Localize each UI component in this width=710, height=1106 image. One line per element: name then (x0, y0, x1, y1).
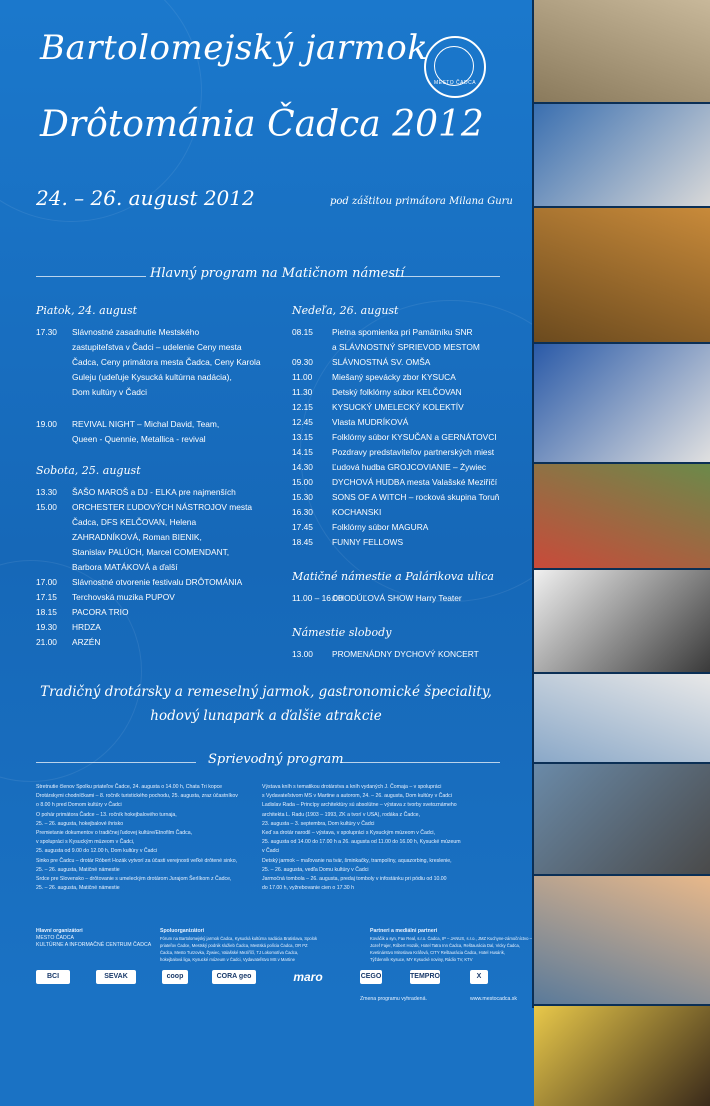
entry-text: Terchovská muzika PUPOV (72, 592, 175, 602)
entry-text: CHODÚĽOVÁ SHOW Harry Teater (332, 593, 462, 603)
town-market-photo (534, 764, 710, 874)
entry-text: Čadca, Ceny primátora mesta Čadca, Ceny Karola (72, 357, 261, 367)
entry-text: Vlasta MUDRÍKOVÁ (332, 417, 409, 427)
wire-art-photo (534, 1006, 710, 1106)
entry-text: Čadca, DFS KELČOVAN, Helena (72, 517, 197, 527)
sponsor-logo: BCI (36, 970, 70, 984)
organizer-name: KULTÚRNE A INFORMAČNÉ CENTRUM ČADCA (36, 942, 152, 948)
side-program-line: s Vydavateľstvom MS v Martine a autorom, 24. – 26. augusta, Dom kultúry v Čadci (262, 793, 452, 800)
entry-text: Folklórny súbor KYSUČAN a GERNÁTOVCI (332, 432, 497, 442)
entry-text: Slávnostné otvorenie festivalu DRÔTOMÁNIA (72, 577, 243, 587)
entry-time: 17.30 (36, 327, 57, 337)
side-program-line: Výstava kníh s tematikou drotárstva a kníh vydaných J. Čomaja – v spolupráci (262, 784, 442, 790)
entry-text: Queen - Quennie, Metallica - revival (72, 434, 206, 444)
partner-line: Týždenník Kysuce, MY Kysucké noviny, Rádio TV, KTV (370, 957, 473, 962)
sponsor-line: hokejbalová liga, Kysucké múzeum v Čadci, Vydavateľstvo MS v Martine (160, 957, 295, 962)
sponsor-logo: maro (293, 970, 323, 984)
ornament-divider (390, 276, 500, 277)
entry-time: 19.30 (36, 622, 57, 632)
entry-text: Stanislav PALÚCH, Marcel COMENDANT, (72, 547, 230, 557)
ferris-wheel-photo (534, 104, 710, 206)
side-program-line: o 8.00 h pred Domom kultúry v Čadci (36, 802, 122, 809)
ornament-divider (36, 276, 146, 277)
entry-time: 21.00 (36, 637, 57, 647)
organizer-name: MESTO ČADCA (36, 935, 74, 941)
day-heading: Nedeľa, 26. august (292, 304, 399, 317)
entry-text: ŠAŠO MAROŠ a DJ - ELKA pre najmenších (72, 487, 236, 497)
side-program-line: 25. – 26. augusta, hokejbalové ihrisko (36, 820, 124, 827)
entry-time: 18.15 (36, 607, 57, 617)
entry-time: 11.00 (292, 372, 313, 382)
sponsor-line: Čadca, Mesto Turzovka, Žywiec, Valašské Meziříčí, TJ Lokomotíva Čadca, (160, 950, 299, 955)
website: www.mestocadca.sk (470, 996, 517, 1002)
sponsor-line: Fórum na Bartolomejský jarmok Čadca, Kysucká kultúrna nadácia Bratislava, Spolok (160, 936, 318, 941)
entry-text: a SLÁVNOSTNÝ SPRIEVOD MESTOM (332, 342, 480, 352)
entry-text: SLÁVNOSTNÁ SV. OMŠA (332, 357, 431, 367)
sponsors-title: Spoluorganizátori (160, 928, 205, 934)
side-program-line: do 17.00 h, vyžrebovanie cien o 17.30 h (262, 885, 354, 892)
side-program-line: 23. augusta – 3. septembra, Dom kultúry v Čadci (262, 820, 375, 827)
day-heading: Námestie slobody (292, 626, 392, 639)
parade-flags-photo (534, 344, 710, 462)
sponsor-logo: coop (162, 970, 188, 984)
entry-time: 13.30 (36, 487, 57, 497)
day-heading: Matičné námestie a Palárikova ulica (292, 570, 494, 583)
side-program-line: 25. – 26. augusta, Matičné námestie (36, 885, 120, 892)
entry-text: zastupiteľstva v Čadci – udelenie Ceny mesta (72, 342, 242, 352)
partner-line: Jozef Fajer, Róbert Hozák, Hotel Tatra Inn Čadca, Reštaurácia Dal, Vicky Čadca, (370, 943, 520, 948)
side-program-heading: Sprievodný program (208, 752, 344, 767)
tagline-line-1: Tradičný drotársky a remeselný jarmok, gastronomické špeciality, (40, 684, 492, 700)
entry-time: 14.15 (292, 447, 313, 457)
entry-text: PACORA TRIO (72, 607, 129, 617)
partner-line: Kováčik a syn, Fax Real, s.r.o. Čadca, IP – JANUS, s.r.o., JMZ Kuchyne-zámočníctvo – (370, 936, 532, 941)
side-program-line: 25. augusta od 9.00 do 12.00 h, Dom kultúry v Čadci (36, 848, 158, 855)
entry-time: 11.30 (292, 387, 313, 397)
entry-text: REVIVAL NIGHT – Michal David, Team, (72, 419, 220, 429)
entry-time: 17.15 (36, 592, 57, 602)
sponsor-line: priateľov Čadce, Mestský podnik služieb Čadca, Mestská polícia Čadca, OR PZ (160, 943, 308, 948)
sponsor-logo: X (470, 970, 488, 984)
entry-time: 09.30 (292, 357, 313, 367)
entry-time: 15.30 (292, 492, 313, 502)
day-heading: Piatok, 24. august (36, 304, 138, 317)
entry-text: Ľudová hudba GROJCOVIANIE – Żywiec (332, 462, 487, 472)
side-program-line: Drotárskymi chodníčkami – 8. ročník turistického pochodu, 25. augusta, zraz účastníkov (36, 793, 238, 800)
side-program-line: Stretnutie členov Spolku priateľov Čadce, 24. augusta o 14.00 h, Chata Tri kopce (36, 784, 223, 790)
entry-text: ZAHRADNÍKOVÁ, Roman BIENIK, (72, 532, 202, 542)
main-program-heading: Hlavný program na Matičnom námestí (150, 266, 405, 281)
partners-title: Partneri a mediálni partneri (370, 928, 438, 934)
entry-text: PROMENÁDNY DYCHOVÝ KONCERT (332, 649, 479, 659)
partner-line: Kvetinárstvo Miroslava Kráľová, CITY Reštaurácia Čadca, Hotel Husárik, (370, 950, 505, 955)
entry-text: Slávnostné zasadnutie Mestského (72, 327, 200, 337)
entry-time: 13.15 (292, 432, 313, 442)
side-program-line: 25. – 26. augusta, Matičné námestie (36, 866, 120, 873)
entry-time: 14.30 (292, 462, 313, 472)
child-photo (534, 876, 710, 1004)
tagline-line-2: hodový lunapark a ďalšie atrakcie (150, 708, 382, 724)
entry-time: 17.00 (36, 577, 57, 587)
wooden-craft-photo (534, 208, 710, 342)
title-line-2: Drôtománia Čadca 2012 (40, 104, 484, 145)
entry-text: HRDZA (72, 622, 101, 632)
entry-time: 13.00 (292, 649, 313, 659)
side-program-line: Jarmočná tombola – 26. augusta, predaj tomboly v infostánku pri pódiu od 10.00 (262, 876, 447, 882)
wire-heart-photo (534, 0, 710, 102)
side-program-line: Detský jarmok – maľovanie na tvár, šminkačky, trampolíny, aquazorbing, kreslenie, (262, 857, 452, 864)
side-program-line: O pohár primátora Čadce – 13. ročník hokejbalového turnaja, (36, 811, 177, 818)
entry-time: 11.00 – 16.00 (292, 593, 343, 603)
city-seal-icon (424, 36, 486, 98)
side-program-line: Ladislav Rada – Princípy architektúry sú absolútne – výstava z tvorby svetoznámeho (262, 802, 457, 809)
entry-time: 16.30 (292, 507, 313, 517)
entry-text: Pietna spomienka pri Pamätníku SNR (332, 327, 473, 337)
side-program-line: architekta L. Radu (1903 – 1993, ZK a tvorí v USA), rodáka z Čadce, (262, 811, 421, 818)
entry-time: 08.15 (292, 327, 313, 337)
entry-text: ARZÉN (72, 637, 101, 647)
entry-time: 15.00 (36, 502, 57, 512)
entry-text: Miešaný spevácky zbor KYSUCA (332, 372, 456, 382)
entry-text: Barbora MATÁKOVÁ a ďalší (72, 562, 178, 572)
entry-text: Guleju (udeľuje Kysucká kultúrna nadácia), (72, 372, 232, 382)
side-program-line: 25. augusta od 14.00 do 17.00 h a 26. augusta od 11.00 do 16.00 h, Kysucké múzeum (262, 839, 461, 846)
side-program-line: Sinko pre Čadcu – drotár Róbert Hozák vytvorí za účasti verejnosti veľké drôtené sinko, (36, 857, 238, 864)
entry-text: Dom kultúry v Čadci (72, 387, 147, 397)
folk-choir-photo (534, 570, 710, 672)
entry-text: KOCHANSKI (332, 507, 382, 517)
entry-time: 17.45 (292, 522, 313, 532)
entry-time: 12.45 (292, 417, 313, 427)
sponsor-logo: CORA geo (212, 970, 256, 984)
dancers-photo (534, 674, 710, 762)
day-heading: Sobota, 25. august (36, 464, 141, 477)
entry-text: Pozdravy predstaviteľov partnerských miest (332, 447, 495, 457)
photo-column (532, 0, 710, 1008)
sponsor-logo: TEMPRO (410, 970, 440, 984)
entry-text: Detský folklórny súbor KELČOVAN (332, 387, 462, 397)
musicians-photo (534, 464, 710, 568)
ornament-divider (340, 762, 500, 763)
side-program-line: Srdce pre Slovensko – drôtovanie s umeleckým drotárom Jurajom Šerlíkom z Čadce, (36, 876, 232, 882)
entry-time: 19.00 (36, 419, 57, 429)
entry-text: FUNNY FELLOWS (332, 537, 404, 547)
entry-text: KYSUCKÝ UMELECKÝ KOLEKTÍV (332, 402, 464, 412)
entry-time: 12.15 (292, 402, 313, 412)
entry-text: ORCHESTER ĽUDOVÝCH NÁSTROJOV mesta (72, 502, 253, 512)
seal-text: MESTO ČADCA (433, 80, 477, 86)
side-program-line: Premietanie dokumentov o tradičnej ľudovej kultúre/Etnofilm Čadca, (36, 830, 193, 836)
title-line-1: Bartolomejský jarmok (40, 28, 429, 68)
event-dates: 24. – 26. august 2012 (36, 186, 255, 210)
program-note: Zmena programu vyhradená. (360, 996, 427, 1002)
sponsor-logo: SEVAK (96, 970, 136, 984)
entry-text: DYCHOVÁ HUDBA mesta Valašské Meziříčí (332, 477, 498, 487)
entry-text: Folklórny súbor MAGURA (332, 522, 429, 532)
entry-text: SONS OF A WITCH – rocková skupina Toruň (332, 492, 500, 502)
organizers-title: Hlavní organizátori (36, 928, 83, 934)
ornament-divider (36, 762, 196, 763)
side-program-line: 25. – 26. augusta, vedľa Domu kultúry v Čadci (262, 866, 369, 873)
entry-time: 18.45 (292, 537, 313, 547)
sponsor-logo: CEGO (360, 970, 382, 984)
entry-time: 15.00 (292, 477, 313, 487)
patron-note: pod záštitou primátora Milana Guru (330, 196, 513, 207)
side-program-line: v Čadci (262, 848, 280, 855)
side-program-line: v spolupráci s Kysuckým múzeom v Čadci, (36, 839, 135, 846)
side-program-line: Keď sa drotár narodil – výstava, v spolupráci s Kysuckým múzeom v Čadci, (262, 830, 436, 836)
